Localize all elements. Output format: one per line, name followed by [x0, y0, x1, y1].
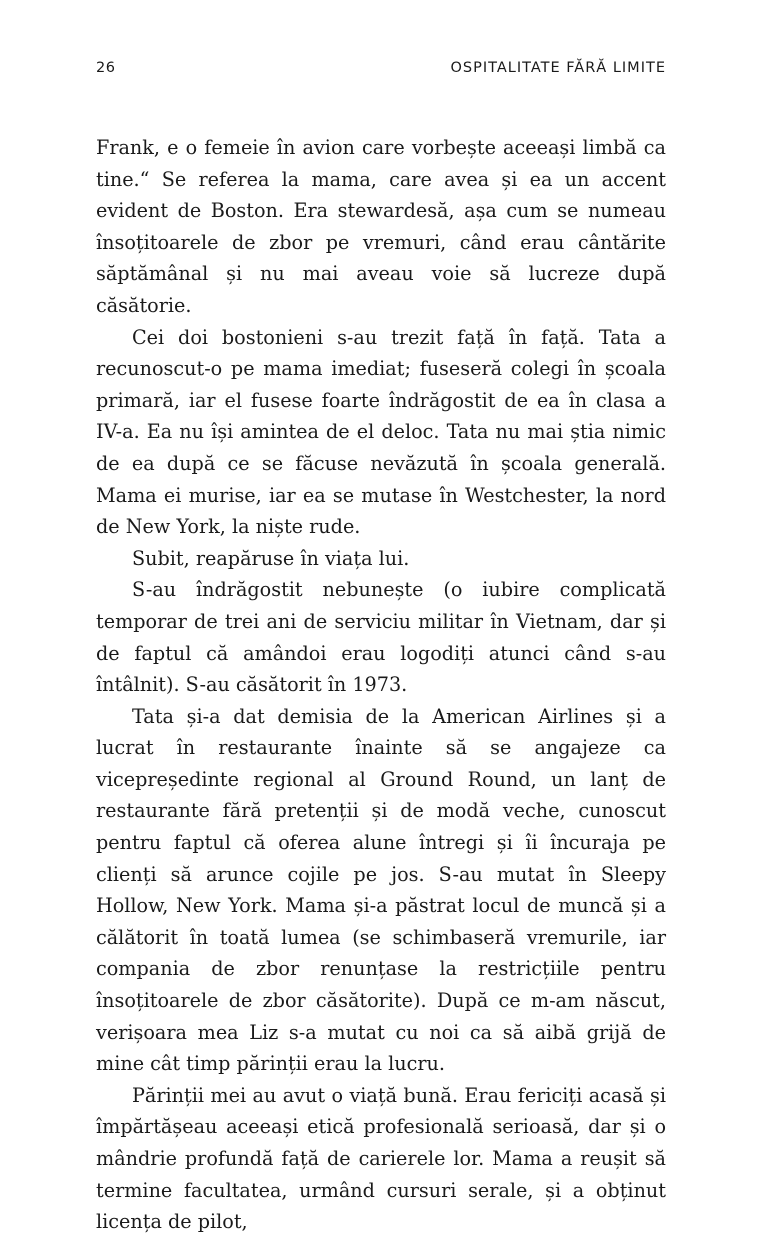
paragraph: S-au îndrăgostit nebunește (o iubire complicată temporar de trei ani de serviciu militar în Vietnam, dar și de faptul că amândoi erau logodiți atunci când s-au întâlnit). S-au căsătorit în 1973. — [96, 578, 666, 697]
body-text — [96, 132, 666, 1238]
paragraph: Tata și-a dat demisia de la American Airlines și a lucrat în restaurante înainte să se angajeze ca vicepreședinte regional al Ground Round, un lanț de restaurante fără pretenții și de modă veche, cunoscut pentru faptul că oferea alune întregi și îi încuraja pe clienți să arunce cojile pe jos. S-au mutat în Sleepy Hollow, New York. Mama și-a păstrat locul de muncă și a călătorit în toată lumea (se schimbaseră vremurile, iar compania de zbor renunțase la restricțiile pentru însoțitoarele de zbor căsătorite). După ce m-am născut, verișoara mea Liz s-a mutat cu noi ca să aibă grijă de mine cât timp părinții erau la lucru. — [96, 704, 666, 1076]
paragraph: Părinții mei au avut o viață bună. Erau fericiți acasă și împărtășeau aceeași etică profesională serioasă, dar și o mândrie profundă față de carierele lor. Mama a reușit să termine facultatea, urmând cursuri serale, și a obținut licența de pilot, — [96, 1083, 666, 1234]
paragraph: Cei doi bostonieni s-au trezit față în față. Tata a recunoscut-o pe mama imediat; fuseseră colegi în școala primară, iar el fusese foarte îndrăgostit de ea în clasa a IV-a. Ea nu își amintea de el deloc. Tata nu mai știa nimic de ea după ce se făcuse nevăzută în școala generală. Mama ei murise, iar ea se mutase în Westchester, la nord de New York, la niște rude. — [96, 325, 666, 539]
page-number: 26 — [96, 60, 116, 76]
running-title: OSPITALITATE FĂRĂ LIMITE — [450, 60, 666, 76]
paragraph: Subit, reapăruse în viața lui. — [132, 546, 410, 570]
page-header — [96, 60, 666, 84]
paragraph: Frank, e o femeie în avion care vorbește aceeași limbă ca tine.“ Se referea la mama, care avea și ea un accent evident de Boston. Era stewardesă, așa cum se numeau însoțitoarele de zbor pe vremuri, când erau cântărite săptămânal și nu mai aveau voie să lucreze după căsătorie. — [96, 136, 666, 317]
